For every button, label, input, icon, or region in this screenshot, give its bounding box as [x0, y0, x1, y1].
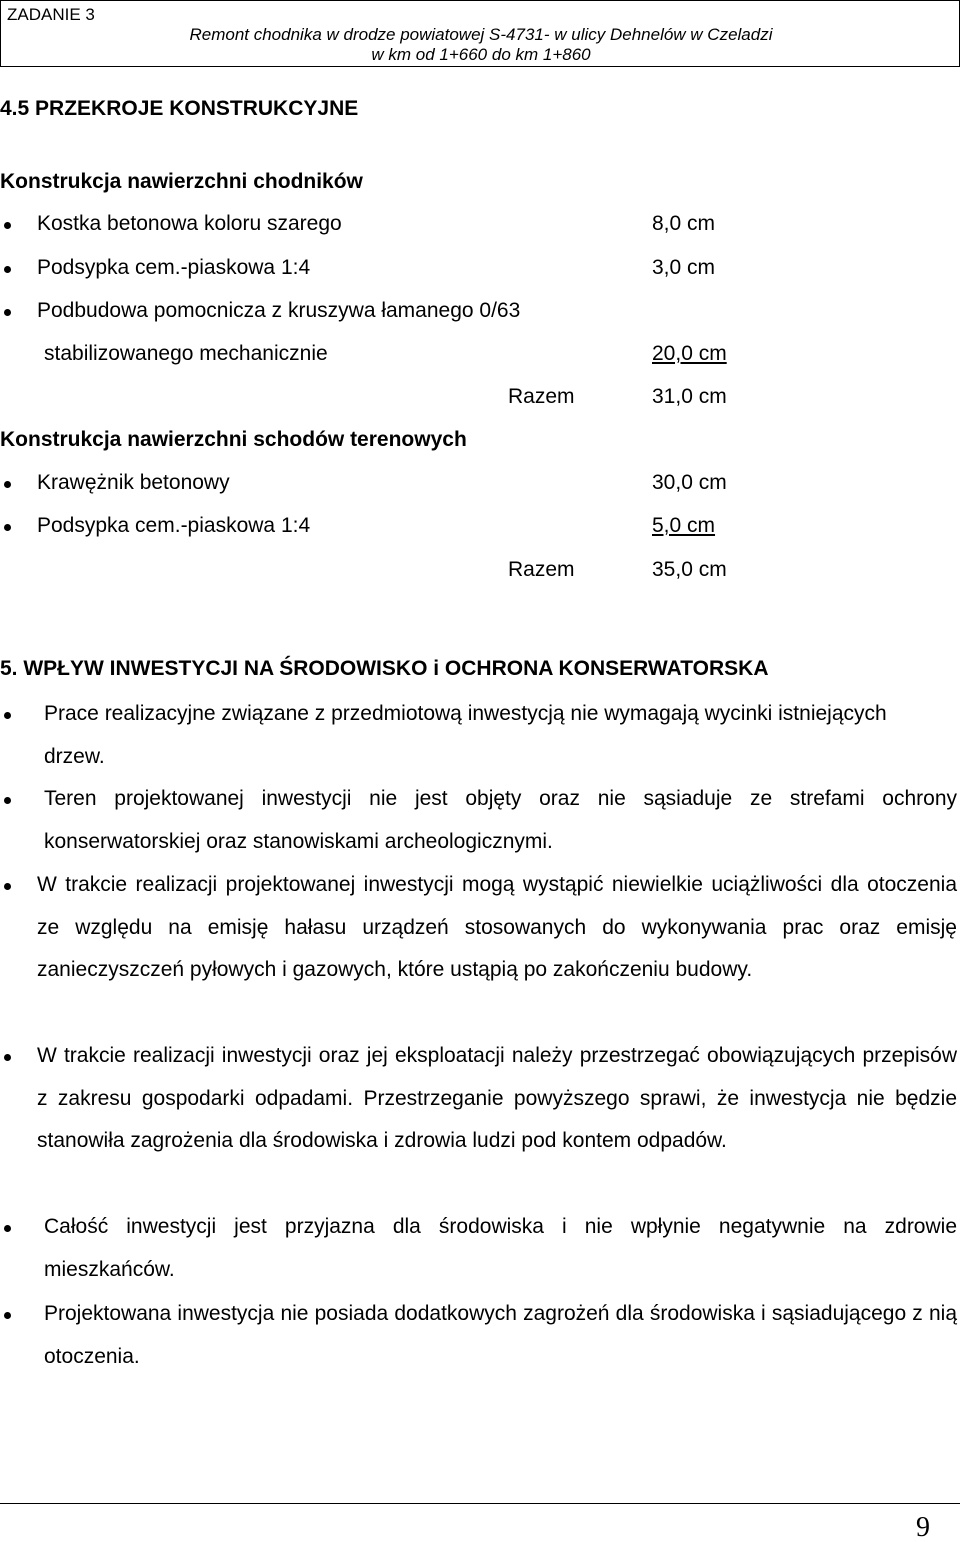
stairs-item-value: 30,0 cm	[652, 471, 727, 494]
env-paragraph: Projektowana inwestycja nie posiada dodatkowych zagrożeń dla środowiska i sąsiadującego z nią otoczenia.	[44, 1302, 957, 1368]
stairs-total-label: Razem	[508, 558, 575, 581]
env-paragraph: Całość inwestycji jest przyjazna dla środowiska i nie wpłynie negatywnie na zdrowie mieszkańców.	[44, 1215, 957, 1281]
bullet-icon	[4, 883, 11, 890]
stairs-item-label: Krawężnik betonowy	[37, 471, 230, 494]
task-label: ZADANIE 3	[7, 5, 95, 24]
env-paragraph: Teren projektowanej inwestycji nie jest objęty oraz nie sąsiaduje ze strefami ochrony konserwatorskiej oraz stanowiskami archeologicznymi.	[44, 787, 957, 853]
env-paragraph: W trakcie realizacji projektowanej inwestycji mogą wystąpić niewielkie uciążliwości dla otoczenia ze względu na emisję hałasu urządzeń stosowanych do wykonywania prac oraz emisję zanieczyszczeń pyłowych i gazowych, które ustąpią po zakończeniu budowy.	[37, 873, 957, 981]
stairs-total-value: 35,0 cm	[652, 558, 727, 581]
bullet-icon	[4, 1225, 11, 1232]
sidewalk-item-label: Podbudowa pomocnicza z kruszywa łamanego 0/63	[37, 299, 521, 322]
bullet-icon	[4, 712, 11, 719]
footer-divider	[0, 1503, 960, 1504]
sidewalk-item-value: 20,0 cm	[652, 342, 727, 365]
bullet-icon	[4, 1054, 11, 1061]
header-title-line1: Remont chodnika w drodze powiatowej S-4731- w ulicy Dehnelów w Czeladzi	[189, 25, 773, 44]
page-number: 9	[916, 1512, 930, 1542]
env-paragraph: W trakcie realizacji inwestycji oraz jej eksploatacji należy przestrzegać obowiązujących przepisów z zakresu gospodarki odpadami. Przestrzeganie powyższego sprawi, że inwestycja nie będzie stanowiła zagrożenia dla środowiska i zdrowia ludzi pod kontem odpadów.	[37, 1044, 957, 1152]
stairs-item-value: 5,0 cm	[652, 514, 716, 537]
sidewalk-item-value: 8,0 cm	[652, 212, 716, 235]
sidewalk-total-label: Razem	[508, 385, 575, 408]
stairs-item-label: Podsypka cem.-piaskowa 1:4	[37, 514, 311, 537]
bullet-icon	[4, 1312, 11, 1319]
stairs-heading: Konstrukcja nawierzchni schodów terenowych	[0, 428, 467, 451]
sidewalk-total-value: 31,0 cm	[652, 385, 727, 408]
sidewalk-item-label-cont: stabilizowanego mechanicznie	[44, 342, 328, 365]
bullet-icon	[4, 524, 11, 531]
bullet-icon	[4, 797, 11, 804]
bullet-icon	[4, 481, 11, 488]
sidewalk-item-label: Kostka betonowa koloru szarego	[37, 212, 342, 235]
bullet-icon	[4, 309, 11, 316]
section-heading-5: 5. WPŁYW INWESTYCJI NA ŚRODOWISKO i OCHRONA KONSERWATORSKA	[0, 657, 769, 680]
sidewalk-heading: Konstrukcja nawierzchni chodników	[0, 170, 363, 193]
sidewalk-item-value: 3,0 cm	[652, 256, 716, 279]
bullet-icon	[4, 266, 11, 273]
section-heading-4-5: 4.5 PRZEKROJE KONSTRUKCYJNE	[0, 97, 359, 120]
header-title-line2: w km od 1+660 do km 1+860	[371, 45, 591, 64]
page-header	[0, 0, 960, 67]
bullet-icon	[4, 222, 11, 229]
sidewalk-item-label: Podsypka cem.-piaskowa 1:4	[37, 256, 311, 279]
env-paragraph: Prace realizacyjne związane z przedmiotową inwestycją nie wymagają wycinki istniejących drzew.	[44, 702, 887, 768]
